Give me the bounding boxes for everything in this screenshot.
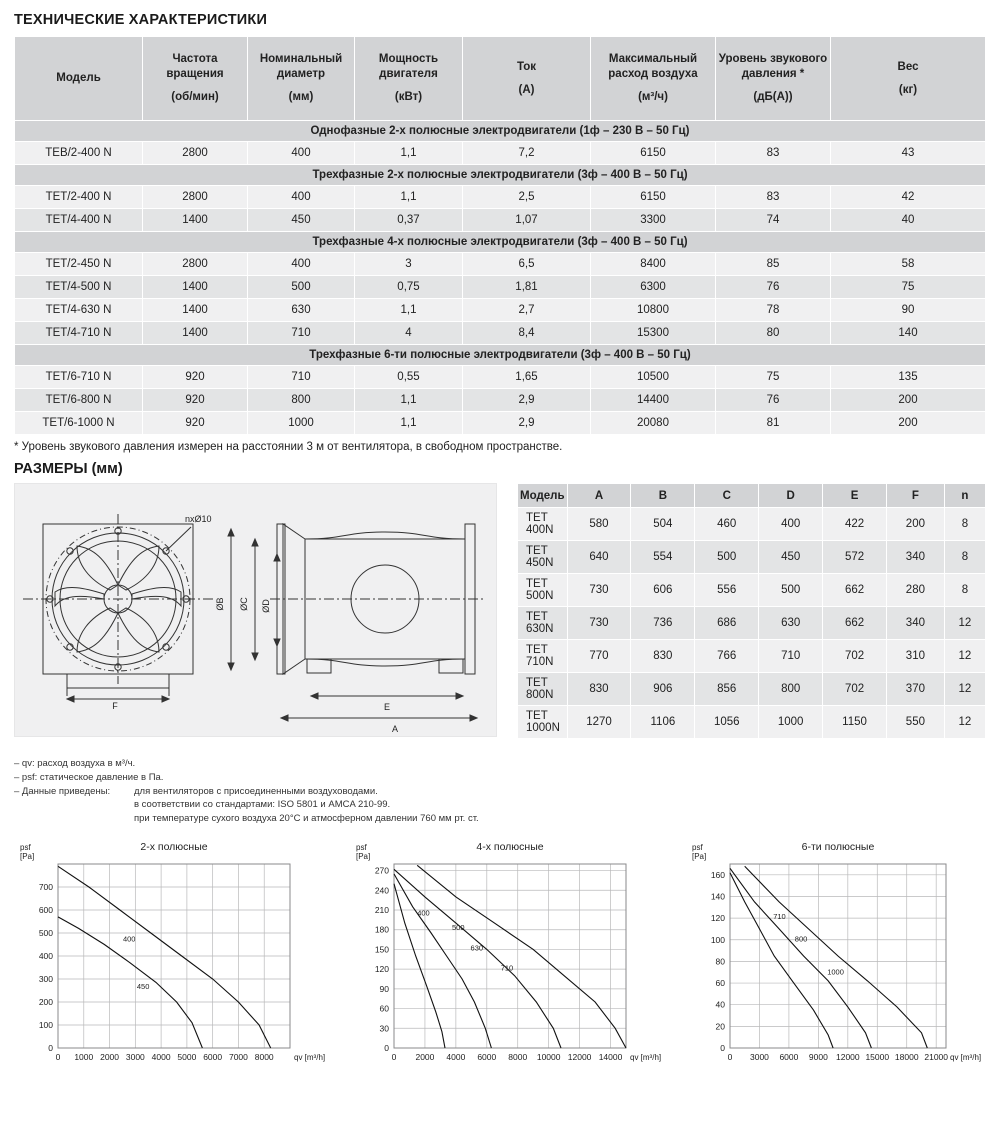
dimensions-row (14, 483, 986, 751)
table-row (15, 142, 986, 165)
curve-450 (58, 866, 271, 1048)
cell-value: 556 (695, 574, 759, 607)
spec-col-model: Модель (15, 37, 143, 121)
cell-value: 340 (886, 541, 944, 574)
cell-value: 710 (248, 322, 355, 345)
cell-value: 76 (716, 389, 831, 412)
cell-value: 702 (823, 673, 887, 706)
cell-value: 830 (631, 640, 695, 673)
y-tick-label: 180 (374, 924, 389, 935)
cell-value: 580 (567, 508, 631, 541)
cell-value: 920 (143, 389, 248, 412)
performance-charts (14, 838, 986, 1108)
dim-col-a: A (567, 484, 631, 508)
cell-value: 1,1 (355, 412, 463, 435)
y-tick-label: 600 (38, 904, 53, 915)
cell-value: 10800 (591, 299, 716, 322)
y-tick-label: 60 (715, 977, 725, 988)
y-tick-label: 40 (715, 999, 725, 1010)
cell-value: 200 (886, 508, 944, 541)
y-axis-label: psf (20, 842, 31, 852)
cell-value: 606 (631, 574, 695, 607)
spec-col-diameter: Номинальный диаметр (мм) (248, 37, 355, 121)
cell-value: 135 (831, 366, 986, 389)
table-row (518, 640, 986, 673)
x-tick-label: 0 (55, 1051, 61, 1062)
cell-value: 2,5 (463, 186, 591, 209)
y-axis-unit: [Pa] (20, 851, 35, 861)
spec-col-airflow: Максимальный расход воздуха (м³/ч) (591, 37, 716, 121)
y-tick-label: 300 (38, 973, 53, 984)
cell-value: 2800 (143, 142, 248, 165)
table-row (15, 299, 986, 322)
y-tick-label: 160 (710, 869, 725, 880)
cell-model: TET 450N (518, 541, 568, 574)
y-tick-label: 20 (715, 1021, 725, 1032)
cell-model: TET/2-400 N (15, 186, 143, 209)
cell-value: 662 (823, 574, 887, 607)
spec-col-speed: Частота вращения (об/мин) (143, 37, 248, 121)
dim-col-d: D (759, 484, 823, 508)
spec-group-band (15, 345, 986, 366)
spec-group-label: Трехфазные 2-х полюсные электродвигатели (3ф – 400 В – 50 Гц) (15, 165, 986, 186)
cell-value: 90 (831, 299, 986, 322)
cell-value: 6150 (591, 186, 716, 209)
cell-value: 400 (248, 186, 355, 209)
table-row (15, 389, 986, 412)
cell-value: 7,2 (463, 142, 591, 165)
cell-value: 0,75 (355, 276, 463, 299)
spec-col-current: Ток (А) (463, 37, 591, 121)
x-tick-label: 9000 (808, 1051, 828, 1062)
y-tick-label: 0 (720, 1042, 725, 1053)
cell-model: TET/2-450 N (15, 253, 143, 276)
cell-value: 400 (248, 142, 355, 165)
cell-value: 12 (944, 673, 985, 706)
chart-2 (350, 838, 670, 1108)
x-tick-label: 10000 (536, 1051, 561, 1062)
cell-model: TET 800N (518, 673, 568, 706)
cell-model: TET 630N (518, 607, 568, 640)
cell-value: 200 (831, 389, 986, 412)
cell-value: 500 (248, 276, 355, 299)
cell-value: 686 (695, 607, 759, 640)
cell-value: 1400 (143, 322, 248, 345)
y-axis-unit: [Pa] (356, 851, 371, 861)
cell-value: 1,81 (463, 276, 591, 299)
cell-value: 766 (695, 640, 759, 673)
table-row (518, 673, 986, 706)
table-row (15, 412, 986, 435)
spec-col-power: Мощность двигателя (кВт) (355, 37, 463, 121)
cell-value: 662 (823, 607, 887, 640)
y-tick-label: 150 (374, 944, 389, 955)
cell-value: 75 (716, 366, 831, 389)
cell-value: 450 (759, 541, 823, 574)
cell-model: TET/4-710 N (15, 322, 143, 345)
y-axis-label: psf (356, 842, 367, 852)
legend-line-1: – psf: статическое давление в Па. (14, 771, 164, 783)
cell-value: 920 (143, 366, 248, 389)
cell-value: 1,65 (463, 366, 591, 389)
specs-header-row (15, 37, 986, 121)
dim-col-c: C (695, 484, 759, 508)
legend-line-2: – Данные приведены: для вентиляторов с присоединенными воздуховодами. (14, 785, 378, 797)
table-row (15, 322, 986, 345)
cell-model: TET 710N (518, 640, 568, 673)
cell-value: 0,55 (355, 366, 463, 389)
cell-model: TET 400N (518, 508, 568, 541)
x-tick-label: 2000 (100, 1051, 120, 1062)
x-tick-label: 21000 (924, 1051, 949, 1062)
x-tick-label: 0 (727, 1051, 733, 1062)
curve-label-400: 400 (417, 908, 430, 918)
cell-value: 1400 (143, 299, 248, 322)
cell-value: 400 (248, 253, 355, 276)
cell-value: 80 (716, 322, 831, 345)
curve-label-400: 400 (122, 934, 136, 944)
curve-label-450: 450 (136, 981, 150, 991)
cell-model: TET 500N (518, 574, 568, 607)
chart-title: 4-х полюсные (476, 840, 544, 853)
cell-value: 500 (695, 541, 759, 574)
chart-svg (350, 838, 670, 1103)
table-row (15, 209, 986, 232)
y-tick-label: 210 (374, 904, 389, 915)
cell-value: 4 (355, 322, 463, 345)
y-tick-label: 80 (715, 956, 725, 967)
cell-value: 3300 (591, 209, 716, 232)
cell-value: 83 (716, 142, 831, 165)
cell-value: 6,5 (463, 253, 591, 276)
y-axis-unit: [Pa] (692, 851, 707, 861)
cell-value: 1,1 (355, 186, 463, 209)
table-row (518, 607, 986, 640)
y-tick-label: 120 (710, 912, 725, 923)
cell-value: 58 (831, 253, 986, 276)
cell-value: 40 (831, 209, 986, 232)
cell-model: TET/4-630 N (15, 299, 143, 322)
table-row (518, 541, 986, 574)
cell-value: 710 (759, 640, 823, 673)
cell-value: 8 (944, 574, 985, 607)
cell-model: TET/4-400 N (15, 209, 143, 232)
cell-value: 2,7 (463, 299, 591, 322)
cell-value: 12 (944, 640, 985, 673)
legend-line-0: – qv: расход воздуха в м³/ч. (14, 758, 136, 769)
cell-value: 10500 (591, 366, 716, 389)
cell-model: TEB/2-400 N (15, 142, 143, 165)
spec-group-band (15, 121, 986, 142)
cell-value: 856 (695, 673, 759, 706)
curve-710 (417, 865, 626, 1048)
label-holes: nxØ10 (185, 514, 212, 524)
x-tick-label: 4000 (446, 1051, 466, 1062)
cell-value: 906 (631, 673, 695, 706)
drawing-svg (15, 484, 498, 738)
cell-value: 12 (944, 607, 985, 640)
cell-value: 630 (759, 607, 823, 640)
cell-value: 554 (631, 541, 695, 574)
dimensions-body (518, 508, 986, 739)
cell-value: 78 (716, 299, 831, 322)
y-tick-label: 120 (374, 963, 389, 974)
cell-value: 1,1 (355, 389, 463, 412)
cell-value: 572 (823, 541, 887, 574)
cell-value: 500 (759, 574, 823, 607)
chart-svg (686, 838, 986, 1103)
cell-value: 42 (831, 186, 986, 209)
y-axis-label: psf (692, 842, 703, 852)
x-tick-label: 6000 (203, 1051, 223, 1062)
spec-group-label: Однофазные 2-х полюсные электродвигатели (1ф – 230 В – 50 Гц) (15, 121, 986, 142)
cell-value: 1400 (143, 276, 248, 299)
cell-value: 3 (355, 253, 463, 276)
cell-value: 830 (567, 673, 631, 706)
cell-value: 1,1 (355, 299, 463, 322)
curve-label-500: 500 (452, 923, 465, 933)
fan-dimension-drawing (14, 483, 497, 737)
curve-500 (394, 874, 491, 1048)
cell-value: 81 (716, 412, 831, 435)
curve-label-710: 710 (500, 963, 514, 973)
cell-value: 310 (886, 640, 944, 673)
y-tick-label: 200 (38, 996, 53, 1007)
legend-line-4: при температуре сухого воздуха 20°C и атмосферном давлении 760 мм рт. ст. (134, 813, 479, 825)
y-tick-label: 100 (710, 934, 725, 945)
cell-value: 1400 (143, 209, 248, 232)
y-tick-label: 0 (384, 1042, 389, 1053)
x-tick-label: 2000 (415, 1051, 435, 1062)
cell-value: 1056 (695, 706, 759, 739)
cell-model: TET 1000N (518, 706, 568, 739)
cell-value: 710 (248, 366, 355, 389)
label-f: F (112, 701, 118, 711)
x-tick-label: 6000 (779, 1051, 799, 1062)
y-tick-label: 60 (379, 1003, 389, 1014)
dim-col-b: B (631, 484, 695, 508)
cell-value: 736 (631, 607, 695, 640)
dimensions-table (517, 483, 986, 739)
x-axis-label: qv [m³/h] (294, 1052, 326, 1062)
chart-svg (14, 838, 334, 1103)
table-row (15, 186, 986, 209)
x-tick-label: 3000 (749, 1051, 769, 1062)
cell-value: 2,9 (463, 412, 591, 435)
cell-value: 450 (248, 209, 355, 232)
plot-frame (394, 864, 626, 1048)
chart-3 (686, 838, 986, 1108)
table-row (15, 253, 986, 276)
cell-value: 85 (716, 253, 831, 276)
table-row (15, 276, 986, 299)
y-tick-label: 400 (38, 950, 53, 961)
y-tick-label: 30 (379, 1023, 389, 1034)
cell-value: 702 (823, 640, 887, 673)
cell-value: 370 (886, 673, 944, 706)
spec-group-label: Трехфазные 4-х полюсные электродвигатели (3ф – 400 В – 50 Гц) (15, 232, 986, 253)
table-row (518, 508, 986, 541)
dimensions-title: РАЗМЕРЫ (мм) (14, 461, 123, 477)
cell-value: 8 (944, 508, 985, 541)
specifications-table (14, 36, 986, 435)
x-tick-label: 3000 (125, 1051, 145, 1062)
cell-value: 8,4 (463, 322, 591, 345)
cell-value: 800 (248, 389, 355, 412)
x-tick-label: 14000 (598, 1051, 623, 1062)
cell-value: 640 (567, 541, 631, 574)
cell-value: 340 (886, 607, 944, 640)
cell-value: 1150 (823, 706, 887, 739)
table-row (518, 574, 986, 607)
legend-block (14, 757, 1000, 826)
cell-value: 2800 (143, 253, 248, 276)
y-tick-label: 140 (710, 891, 725, 902)
cell-value: 140 (831, 322, 986, 345)
specs-title: ТЕХНИЧЕСКИЕ ХАРАКТЕРИСТИКИ (14, 12, 268, 28)
cell-value: 1000 (248, 412, 355, 435)
x-tick-label: 12000 (835, 1051, 860, 1062)
x-tick-label: 18000 (894, 1051, 919, 1062)
cell-value: 6300 (591, 276, 716, 299)
curve-1000 (745, 866, 928, 1048)
dimensions-header-row (518, 484, 986, 508)
cell-value: 74 (716, 209, 831, 232)
cell-value: 800 (759, 673, 823, 706)
y-tick-label: 700 (38, 881, 53, 892)
cell-model: TET/4-500 N (15, 276, 143, 299)
cell-value: 1000 (759, 706, 823, 739)
cell-value: 1270 (567, 706, 631, 739)
cell-value: 76 (716, 276, 831, 299)
cell-value: 1,1 (355, 142, 463, 165)
cell-value: 43 (831, 142, 986, 165)
cell-value: 550 (886, 706, 944, 739)
x-tick-label: 4000 (151, 1051, 171, 1062)
label-c: ØC (239, 597, 249, 611)
cell-value: 8 (944, 541, 985, 574)
chart-title: 2-х полюсные (140, 840, 208, 853)
cell-value: 920 (143, 412, 248, 435)
label-e: E (383, 702, 391, 712)
cell-value: 0,37 (355, 209, 463, 232)
dim-col-e: E (823, 484, 887, 508)
cell-value: 504 (631, 508, 695, 541)
x-tick-label: 15000 (865, 1051, 890, 1062)
curve-710 (730, 873, 833, 1048)
cell-value: 460 (695, 508, 759, 541)
spec-col-sound: Уровень звукового давления * (дБ(А)) (716, 37, 831, 121)
cell-value: 770 (567, 640, 631, 673)
spec-col-weight: Вес (кг) (831, 37, 986, 121)
curve-label-630: 630 (470, 943, 484, 953)
cell-value: 12 (944, 706, 985, 739)
dim-col-модель: Модель (518, 484, 568, 508)
cell-value: 2,9 (463, 389, 591, 412)
table-row (518, 706, 986, 739)
cell-value: 6150 (591, 142, 716, 165)
spec-group-band (15, 165, 986, 186)
table-row (15, 366, 986, 389)
legend-line-3: в соответствии со стандартами: ISO 5801 и AMCA 210-99. (134, 799, 391, 811)
curve-label-710: 710 (773, 912, 786, 922)
cell-value: 2800 (143, 186, 248, 209)
x-tick-label: 6000 (477, 1051, 497, 1062)
cell-model: TET/6-1000 N (15, 412, 143, 435)
label-d: ØD (261, 599, 271, 613)
curve-label-800: 800 (794, 934, 808, 944)
x-tick-label: 1000 (74, 1051, 94, 1062)
cell-value: 400 (759, 508, 823, 541)
cell-value: 8400 (591, 253, 716, 276)
cell-model: TET/6-710 N (15, 366, 143, 389)
specs-body (15, 121, 986, 435)
x-tick-label: 0 (391, 1051, 397, 1062)
y-tick-label: 100 (38, 1019, 53, 1030)
y-tick-label: 240 (374, 885, 389, 896)
label-a: A (391, 724, 399, 734)
cell-value: 730 (567, 607, 631, 640)
cell-value: 1106 (631, 706, 695, 739)
cell-value: 280 (886, 574, 944, 607)
dim-col-n: n (944, 484, 985, 508)
y-tick-label: 90 (379, 983, 389, 994)
y-tick-label: 0 (48, 1042, 53, 1053)
x-axis-label: qv [m³/h] (950, 1052, 982, 1062)
curve-800 (730, 868, 871, 1048)
chart-1 (14, 838, 334, 1108)
spec-group-label: Трехфазные 6-ти полюсные электродвигатели (3ф – 400 В – 50 Гц) (15, 345, 986, 366)
label-b: ØB (215, 597, 225, 611)
cell-value: 730 (567, 574, 631, 607)
cell-model: TET/6-800 N (15, 389, 143, 412)
x-tick-label: 8000 (508, 1051, 528, 1062)
x-axis-label: qv [m³/h] (630, 1052, 662, 1062)
specs-footnote: * Уровень звукового давления измерен на расстоянии 3 м от вентилятора, в свободном пространстве. (14, 441, 563, 453)
cell-value: 83 (716, 186, 831, 209)
y-tick-label: 500 (38, 927, 53, 938)
cell-value: 75 (831, 276, 986, 299)
cell-value: 630 (248, 299, 355, 322)
cell-value: 200 (831, 412, 986, 435)
x-tick-label: 5000 (177, 1051, 197, 1062)
chart-title: 6-ти полюсные (801, 840, 875, 853)
curve-label-1000: 1000 (827, 967, 844, 977)
spec-group-band (15, 232, 986, 253)
cell-value: 15300 (591, 322, 716, 345)
cell-value: 1,07 (463, 209, 591, 232)
cell-value: 20080 (591, 412, 716, 435)
cell-value: 14400 (591, 389, 716, 412)
y-tick-label: 270 (374, 865, 389, 876)
x-tick-label: 7000 (228, 1051, 248, 1062)
curve-630 (394, 869, 561, 1048)
x-tick-label: 8000 (254, 1051, 274, 1062)
x-tick-label: 12000 (567, 1051, 592, 1062)
cell-value: 422 (823, 508, 887, 541)
dim-col-f: F (886, 484, 944, 508)
